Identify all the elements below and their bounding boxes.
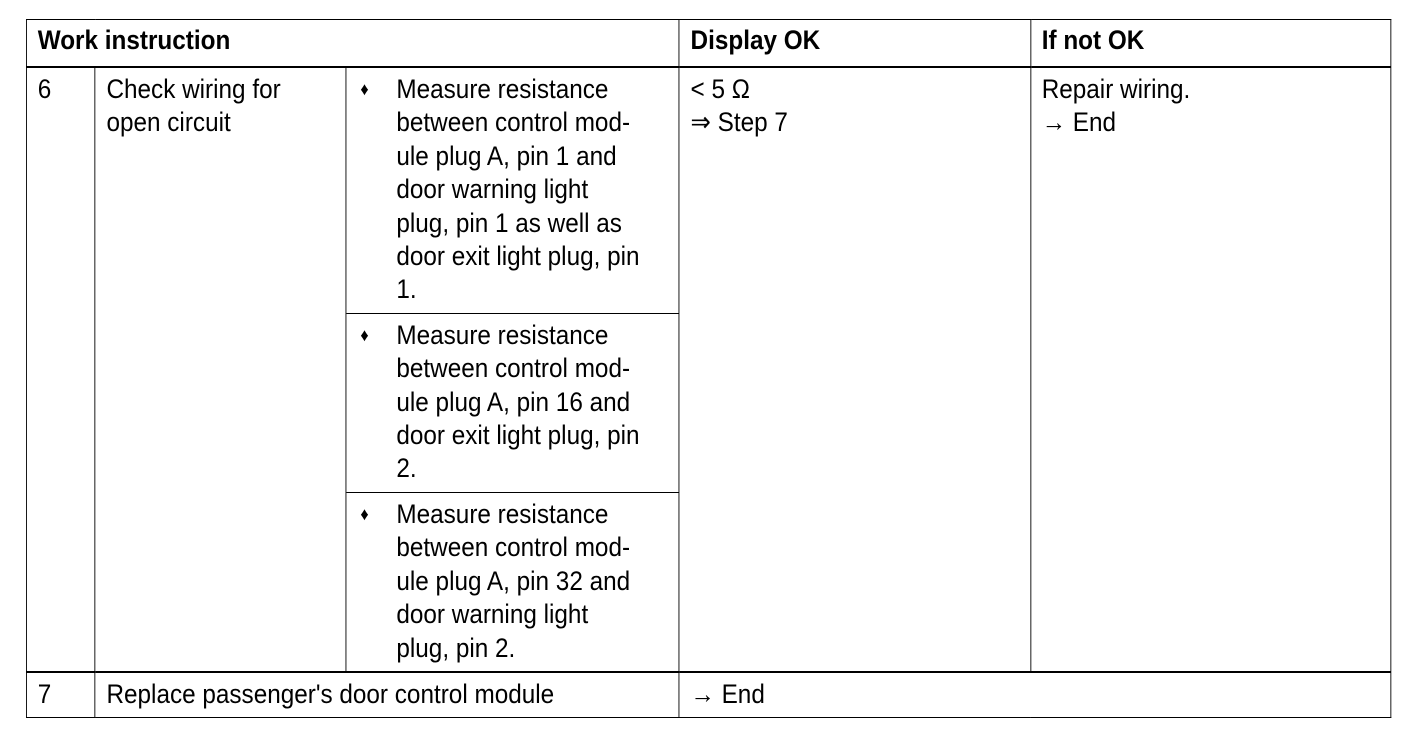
measurement-list bbox=[346, 67, 680, 672]
text-line: ule plug A, pin 32 and bbox=[396, 565, 631, 596]
measurement-text bbox=[396, 498, 669, 665]
text-line: plug, pin 1 as well as bbox=[396, 207, 622, 238]
display-ok-line: ⇒ Step 7 bbox=[690, 107, 788, 138]
task-description: Replace passenger's door control module bbox=[95, 672, 679, 718]
text-line: Measure resistance bbox=[396, 74, 609, 104]
text-line: between control mod- bbox=[396, 107, 631, 138]
measurement-subtable bbox=[346, 68, 679, 671]
text-line: ule plug A, pin 16 and bbox=[396, 386, 631, 417]
step-number: 7 bbox=[26, 672, 95, 718]
display-ok-cell: → End bbox=[679, 672, 1391, 718]
display-ok-cell bbox=[679, 67, 1030, 672]
diamond-bullet-icon: ♦ bbox=[360, 503, 369, 524]
text-line: between control mod- bbox=[396, 532, 631, 563]
text-line: Measure resistance bbox=[396, 319, 609, 350]
table-row-step-7 bbox=[26, 672, 1390, 718]
text-line: ule plug A, pin 1 and bbox=[396, 140, 617, 171]
task-line: Check wiring for bbox=[106, 74, 281, 104]
task-description bbox=[95, 67, 345, 672]
task-line: open circuit bbox=[106, 107, 231, 138]
diamond-bullet-icon: ♦ bbox=[360, 79, 369, 99]
measurement-item bbox=[346, 492, 679, 671]
if-not-ok-cell bbox=[1030, 67, 1390, 672]
text-line: 1. bbox=[396, 274, 417, 305]
measurement-item bbox=[346, 68, 679, 313]
step-number: 6 bbox=[26, 67, 95, 672]
header-row bbox=[26, 20, 1390, 68]
text-line: between control mod- bbox=[396, 353, 631, 384]
text-line: door warning light bbox=[396, 174, 589, 205]
work-instruction-table bbox=[26, 19, 1391, 718]
display-ok-line: < 5 Ω bbox=[690, 74, 750, 104]
measurement-text bbox=[396, 319, 669, 486]
header-if-not-ok: If not OK bbox=[1030, 20, 1390, 68]
text-line: Measure resistance bbox=[396, 498, 609, 529]
if-not-ok-line: → End bbox=[1041, 107, 1117, 138]
measurement-text bbox=[396, 73, 669, 307]
text-line: door warning light bbox=[396, 599, 589, 630]
text-line: door exit light plug, pin bbox=[396, 420, 640, 451]
text-line: plug, pin 2. bbox=[396, 632, 516, 663]
table-row-step-6 bbox=[26, 67, 1390, 672]
measurement-item bbox=[346, 313, 679, 492]
diamond-bullet-icon: ♦ bbox=[360, 324, 369, 345]
header-display-ok: Display OK bbox=[679, 20, 1030, 68]
header-work-instruction: Work instruction bbox=[26, 20, 679, 68]
text-line: door exit light plug, pin bbox=[396, 241, 640, 272]
if-not-ok-line: Repair wiring. bbox=[1041, 74, 1191, 104]
text-line: 2. bbox=[396, 453, 417, 484]
